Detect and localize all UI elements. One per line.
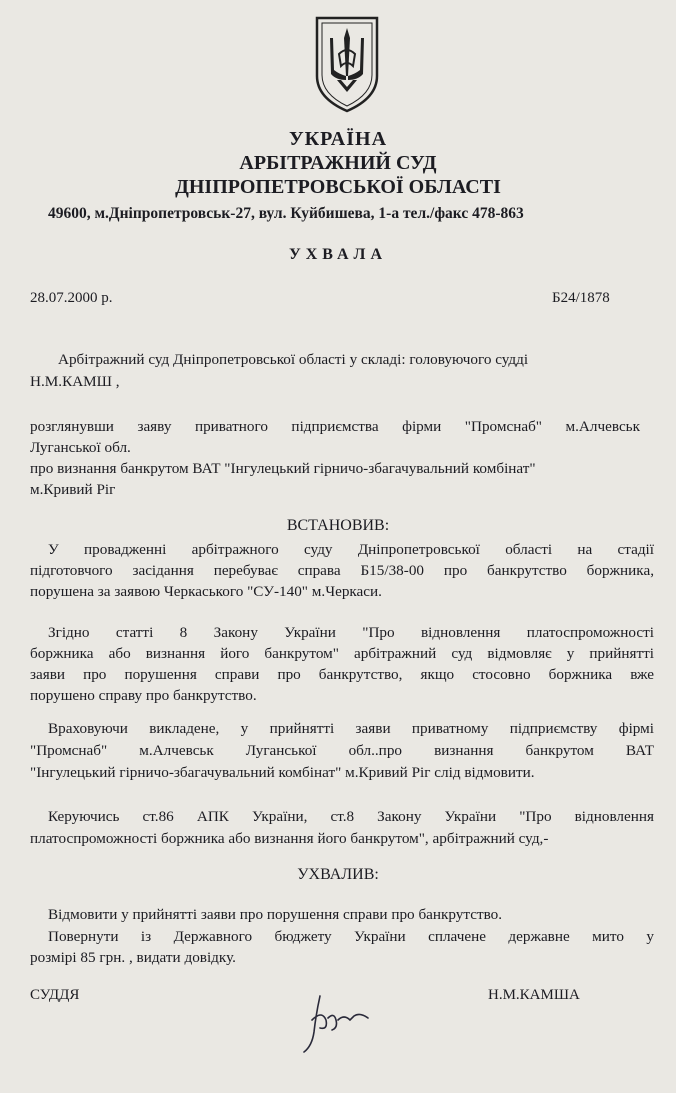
p4-line-1: Згідно статті 8 Закону України "Про відновлення платоспроможності	[48, 624, 654, 641]
trident-emblem-icon	[313, 14, 381, 114]
p3-line-3: порушена за заявою Черкаського "СУ-140" м.Черкаси.	[30, 583, 382, 600]
judge-label: СУДДЯ	[30, 987, 80, 1003]
p1-line-2: Н.М.КАМШ ,	[30, 373, 120, 390]
handwritten-signature-icon	[298, 990, 374, 1060]
p1-line-1: Арбітражний суд Дніпропетровської області у складі: головуючого судді	[58, 351, 529, 368]
p4-line-2: боржника або визнання його банкрутом" арбітражний суд відмовляє у прийнятті	[30, 645, 654, 662]
judge-name: Н.М.КАМША	[488, 987, 580, 1003]
p5-line-3: "Інгулецький гірничо-збагачувальний комбінат" м.Кривий Ріг слід відмовити.	[30, 764, 535, 781]
p3-line-1: У провадженні арбітражного суду Дніпропетровської області на стадії	[48, 541, 654, 558]
p2-line-1: розглянувши заяву приватного підприємства фірми "Промснаб" м.Алчевськ	[30, 418, 640, 435]
p4-line-3: заяви про порушення справи про банкрутство, якщо стосовно боржника вже	[30, 666, 654, 683]
document-title: УХВАЛА	[289, 246, 387, 263]
p2-line-2: Луганської обл.	[30, 439, 131, 456]
p7-line-1: Відмовити у прийнятті заяви про порушення справи про банкрутство.	[48, 906, 503, 923]
section-heading-established: ВСТАНОВИВ:	[286, 517, 390, 534]
p2-line-3: про визнання банкрутом ВАТ "Інгулецький гірничо-збагачувальний комбінат"	[30, 460, 536, 477]
p5-line-1: Враховуючи викладене, у прийнятті заяви приватному підприємству фірмі	[48, 720, 654, 737]
p4-line-4: порушено справу про банкрутство.	[30, 687, 257, 704]
header-region: ДНІПРОПЕТРОВСЬКОЇ ОБЛАСТІ	[175, 176, 501, 198]
header-country: УКРАЇНА	[288, 128, 388, 150]
p2-line-4: м.Кривий Ріг	[30, 481, 116, 498]
p7-line-2: Повернути із Державного бюджету України сплачене державне мито у	[48, 928, 654, 945]
case-number: Б24/1878	[552, 290, 610, 306]
section-heading-ruled: УХВАЛИВ:	[297, 866, 379, 883]
p7-line-3: розмірі 85 грн. , видати довідку.	[30, 949, 236, 966]
header-court: АРБІТРАЖНИЙ СУД	[239, 152, 437, 174]
p6-line-1: Керуючись ст.86 АПК України, ст.8 Закону України "Про відновлення	[48, 808, 654, 825]
p6-line-2: платоспроможності боржника або визнання його банкрутом", арбітражний суд,-	[30, 830, 549, 847]
document-date: 28.07.2000 р.	[30, 290, 113, 306]
p5-line-2: "Промснаб" м.Алчевськ Луганської обл..про визнання банкрутом ВАТ	[30, 742, 654, 759]
header-address: 49600, м.Дніпропетровськ-27, вул. Куйбишева, 1-а тел./факс 478-863	[48, 205, 524, 222]
p3-line-2: підготовчого засідання перебуває справа Б15/38-00 про банкрутство боржника,	[30, 562, 654, 579]
